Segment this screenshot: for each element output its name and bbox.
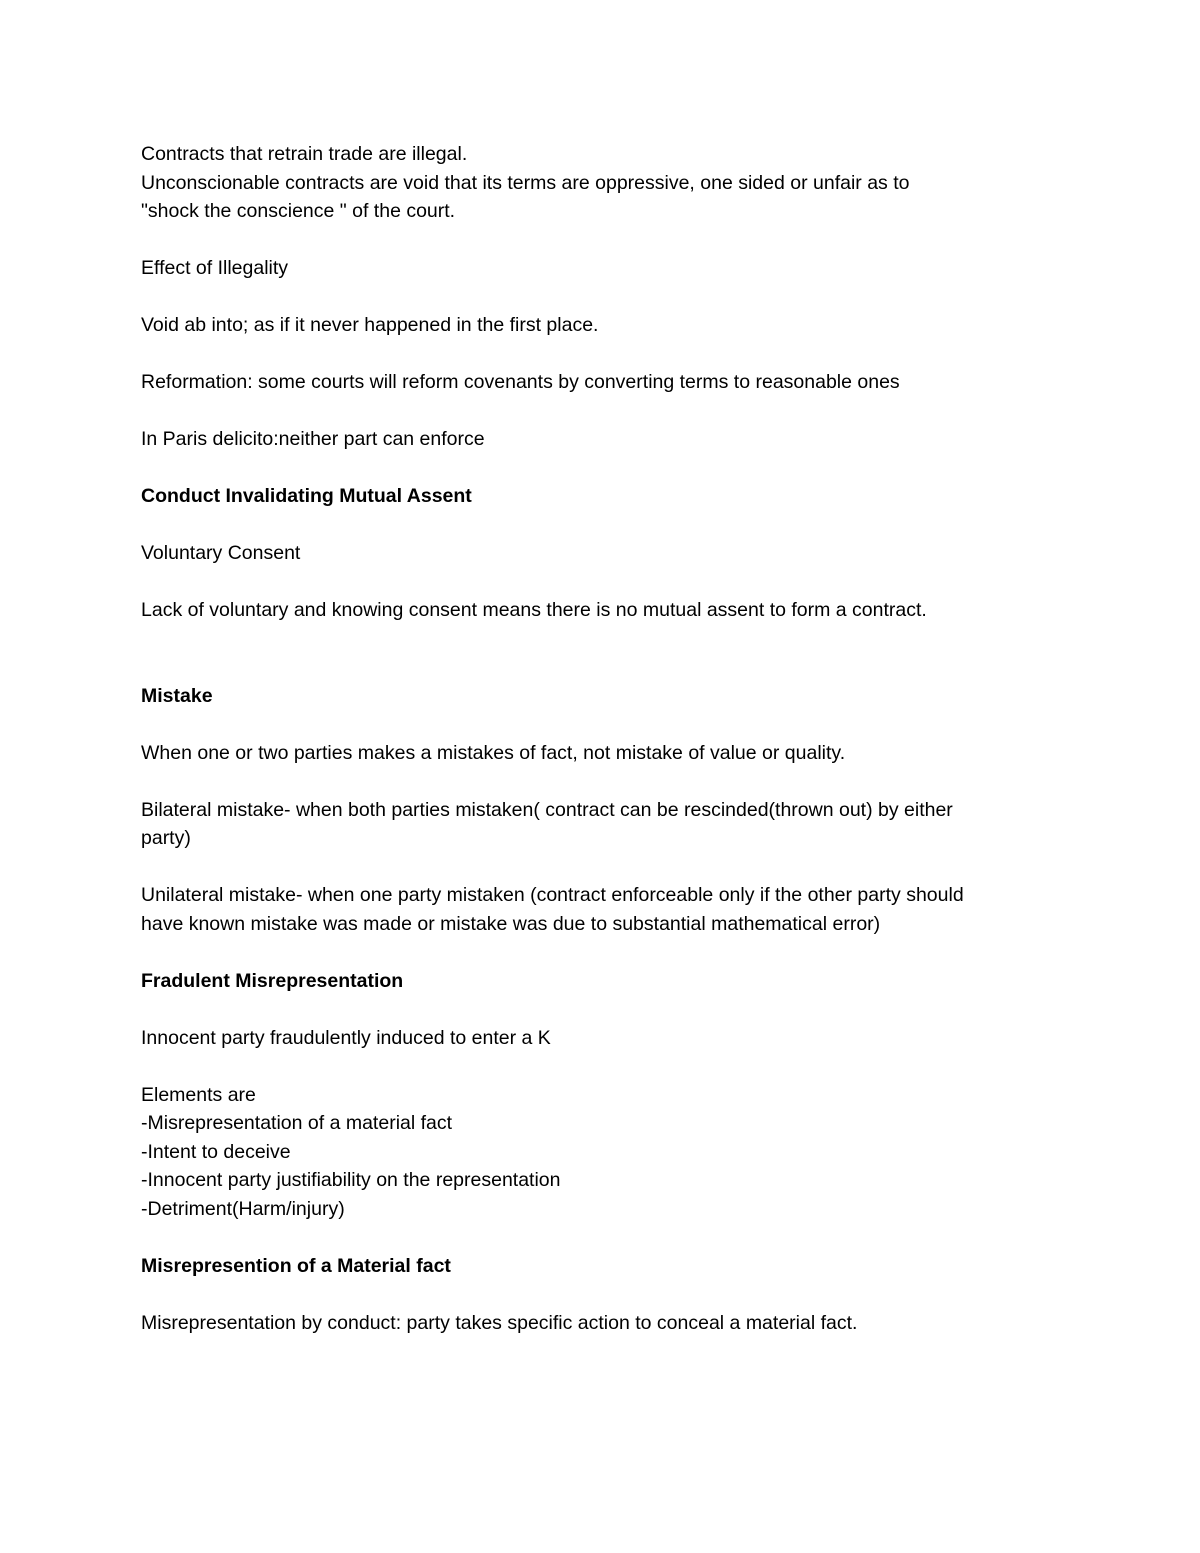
element-list-item: -Innocent party justifiability on the representation [141,1169,561,1191]
spacer [141,853,1071,882]
fraudulent-misrepresentation-heading: Fradulent Misrepresentation [141,969,404,992]
spacer [141,568,1071,597]
spacer [141,1223,1071,1252]
bilateral-mistake-line-1: Bilateral mistake- when both parties mistaken( contract can be rescinded(thrown out) by either [141,798,953,821]
in-pari-delicto-text: In Paris delicito:neither part can enforce [141,428,485,450]
restrain-trade-text: Contracts that retrain trade are illegal. [141,143,468,165]
spacer [141,767,1071,796]
conduct-invalidating-heading: Conduct Invalidating Mutual Assent [141,485,472,507]
elements-title: Elements are [141,1083,256,1106]
spacer [141,1280,1071,1309]
spacer [141,454,1071,483]
spacer [141,511,1071,540]
mistake-heading: Mistake [141,684,213,707]
spacer [141,226,1071,255]
spacer [141,340,1071,369]
spacer [141,710,1071,739]
misrepresentation-by-conduct-text: Misrepresentation by conduct: party takes specific action to conceal a material fact. [141,1311,858,1334]
spacer [141,653,1071,682]
element-list-item: -Misrepresentation of a material fact [141,1112,453,1134]
unconscionable-text-line-1: Unconscionable contracts are void that its terms are oppressive, one sided or unfair as to [141,171,910,194]
document-body [141,140,1071,1337]
bilateral-mistake-line-2: party) [141,827,191,849]
reformation-text: Reformation: some courts will reform covenants by converting terms to reasonable ones [141,371,900,393]
mistake-definition-text: When one or two parties makes a mistakes of fact, not mistake of value or quality. [141,741,846,764]
spacer [141,1052,1071,1081]
unilateral-mistake-line-2: have known mistake was made or mistake was due to substantial mathematical error) [141,912,881,935]
lack-of-consent-text: Lack of voluntary and knowing consent means there is no mutual assent to form a contract. [141,599,927,621]
unilateral-mistake-line-1: Unilateral mistake- when one party mistaken (contract enforceable only if the other party should [141,884,964,906]
spacer [141,625,1071,654]
void-ab-initio-text: Void ab into; as if it never happened in the first place. [141,314,599,336]
element-list-item: -Detriment(Harm/injury) [141,1197,345,1220]
effect-of-illegality-title: Effect of Illegality [141,257,289,279]
material-fact-heading: Misrepresention of a Material fact [141,1254,451,1277]
unconscionable-text-line-2: "shock the conscience " of the court. [141,200,456,222]
spacer [141,995,1071,1024]
voluntary-consent-title: Voluntary Consent [141,542,301,564]
spacer [141,397,1071,426]
fraud-induced-text: Innocent party fraudulently induced to enter a K [141,1026,551,1049]
spacer [141,283,1071,312]
element-list-item: -Intent to deceive [141,1140,291,1163]
spacer [141,938,1071,967]
